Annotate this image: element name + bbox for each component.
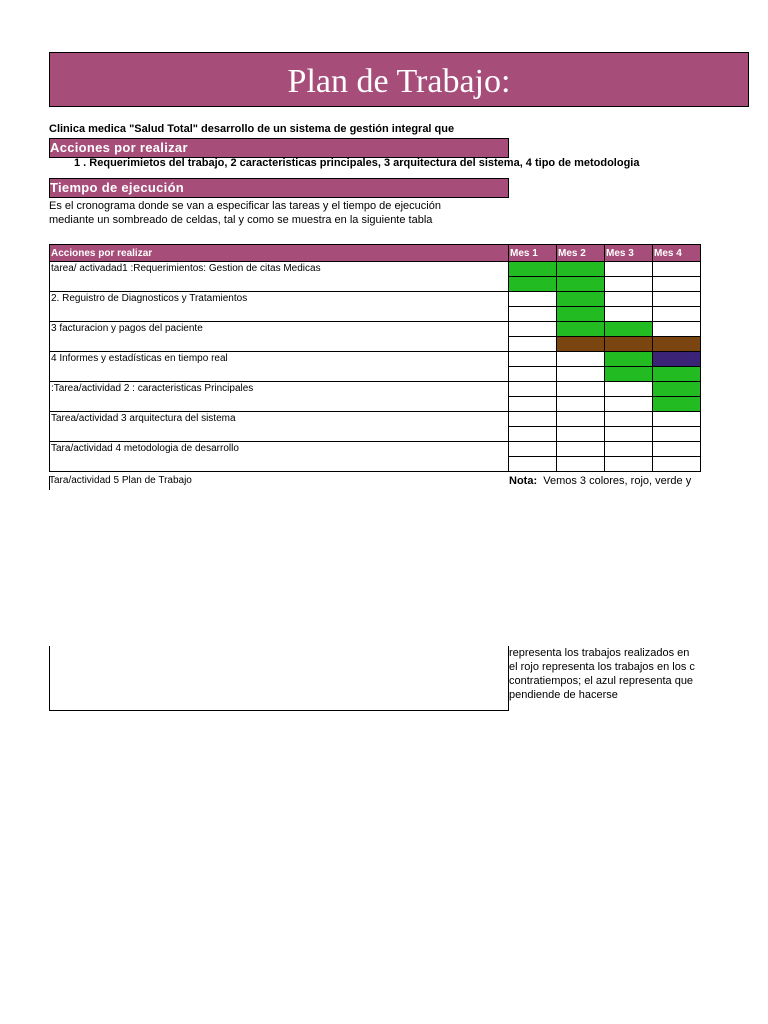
month-cell-2 [557, 352, 605, 367]
header-acciones: Acciones por realizar [50, 245, 509, 262]
month-cell-4 [653, 352, 701, 367]
month-cell-3 [605, 412, 653, 427]
table-row [50, 352, 701, 367]
note-line: pendiende de hacerse [509, 689, 618, 701]
task-cell: 2. Reguistro de Diagnosticos y Tratamientos [50, 292, 509, 322]
month-cell-2 [557, 457, 605, 472]
table-row [50, 382, 701, 397]
month-cell-3 [605, 382, 653, 397]
month-cell-3 [605, 457, 653, 472]
month-cell-1 [509, 382, 557, 397]
month-cell-2 [557, 412, 605, 427]
month-cell-3 [605, 277, 653, 292]
note-lines [509, 646, 701, 702]
month-cell-1 [509, 277, 557, 292]
month-cell-2 [557, 337, 605, 352]
task-cell: Tarea/actividad 3 arquitectura del sistema [50, 412, 509, 442]
month-cell-1 [509, 412, 557, 427]
month-cell-4 [653, 337, 701, 352]
month-cell-3 [605, 352, 653, 367]
header-mes-2: Mes 2 [557, 245, 605, 262]
header-mes-4: Mes 4 [653, 245, 701, 262]
month-cell-2 [557, 367, 605, 382]
month-cell-1 [509, 292, 557, 307]
nota-label: Nota: [509, 475, 538, 487]
bottom-box [49, 646, 509, 711]
table-row [50, 262, 701, 277]
last-task: Tara/actividad 5 Plan de Trabajo [49, 475, 192, 486]
month-cell-3 [605, 307, 653, 322]
month-cell-1 [509, 337, 557, 352]
task-cell: 4 Informes y estadísticas en tiempo real [50, 352, 509, 382]
month-cell-3 [605, 367, 653, 382]
month-cell-2 [557, 397, 605, 412]
month-cell-2 [557, 292, 605, 307]
task-cell: tarea/ activadad1 :Requerimientos: Gestion de citas Medicas [50, 262, 509, 292]
month-cell-3 [605, 292, 653, 307]
title-banner [49, 52, 749, 107]
month-cell-2 [557, 322, 605, 337]
month-cell-3 [605, 337, 653, 352]
task-cell: :Tarea/actividad 2 : caracteristicas Principales [50, 382, 509, 412]
month-cell-3 [605, 397, 653, 412]
month-cell-4 [653, 442, 701, 457]
month-cell-4 [653, 277, 701, 292]
month-cell-4 [653, 427, 701, 442]
month-cell-2 [557, 427, 605, 442]
month-cell-2 [557, 382, 605, 397]
month-cell-1 [509, 352, 557, 367]
description: Es el cronograma donde se van a especificar las tareas y el tiempo de ejecución mediante un sombreado de celdas, tal y como se muestra en la siguiente tabla [49, 200, 441, 226]
section-tiempo-label: Tiempo de ejecución [50, 180, 185, 195]
table-row [50, 412, 701, 427]
header-mes-1: Mes 1 [509, 245, 557, 262]
month-cell-4 [653, 457, 701, 472]
month-cell-3 [605, 262, 653, 277]
subtitle: Clinica medica "Salud Total" desarrollo de un sistema de gestión integral que [49, 123, 455, 135]
month-cell-4 [653, 262, 701, 277]
task-cell: Tara/actividad 4 metodologia de desarrollo [50, 442, 509, 472]
table-row [50, 442, 701, 457]
month-cell-1 [509, 262, 557, 277]
month-cell-1 [509, 427, 557, 442]
page-title: Plan de Trabajo: [287, 63, 511, 100]
section-acciones [49, 138, 509, 158]
nota-text: Vemos 3 colores, rojo, verde y [543, 475, 692, 487]
month-cell-4 [653, 322, 701, 337]
nota [509, 475, 701, 487]
task-cell: 3 facturacion y pagos del paciente [50, 322, 509, 352]
gantt-table [49, 244, 701, 472]
month-cell-2 [557, 277, 605, 292]
table-row [50, 322, 701, 337]
table-row [50, 292, 701, 307]
month-cell-2 [557, 307, 605, 322]
month-cell-4 [653, 397, 701, 412]
month-cell-1 [509, 442, 557, 457]
table-header-row [50, 245, 701, 262]
month-cell-1 [509, 457, 557, 472]
note-line: representa los trabajos realizados en [509, 647, 690, 659]
month-cell-2 [557, 262, 605, 277]
header-mes-3: Mes 3 [605, 245, 653, 262]
month-cell-3 [605, 442, 653, 457]
actions-line: 1 . Requerimietos del trabajo, 2 caracteristicas principales, 3 arquitectura del sistema, 4 tipo de metodologia [74, 157, 640, 169]
note-line: contratiempos; el azul representa que [509, 675, 694, 687]
month-cell-1 [509, 367, 557, 382]
month-cell-4 [653, 382, 701, 397]
month-cell-2 [557, 442, 605, 457]
section-acciones-label: Acciones por realizar [50, 140, 188, 155]
month-cell-4 [653, 412, 701, 427]
month-cell-1 [509, 397, 557, 412]
month-cell-3 [605, 322, 653, 337]
note-line: el rojo representa los trabajos en los c [509, 661, 695, 673]
month-cell-4 [653, 292, 701, 307]
month-cell-4 [653, 367, 701, 382]
month-cell-4 [653, 307, 701, 322]
month-cell-1 [509, 322, 557, 337]
month-cell-1 [509, 307, 557, 322]
month-cell-3 [605, 427, 653, 442]
section-tiempo [49, 178, 509, 198]
